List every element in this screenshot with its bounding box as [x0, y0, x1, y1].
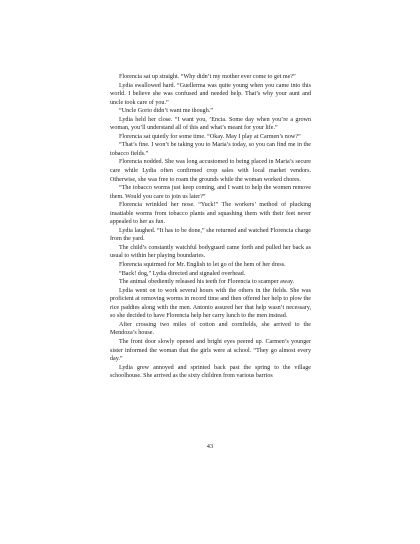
paragraph: Florencia sat up straight. “Why didn’t my mother ever come to get me?”	[119, 74, 296, 80]
paragraph: “That’s fine. I won’t be taking you to Maria’s today, so you can find me in the tobacco fields.”	[110, 142, 311, 157]
paragraph: “The tobacco worms just keep coming, and I want to help the women remove them. Would you care to join us later?”	[110, 185, 311, 200]
paragraph: Lydia grew annoyed and sprinted back past the spring to the village schoolhouse. She arrived as the sixty children from various barrios	[110, 364, 311, 380]
paragraph: Lydia held her close. “I want you, ’Encia. Some day when you’re a grown woman, you’ll understand all of this and what’s meant for your life.”	[110, 116, 311, 132]
page-number: 43	[206, 443, 214, 450]
paragraph: The child’s constantly watchful bodyguard came forth and pulled her back as usual to within her playing boundaries.	[110, 244, 311, 260]
paragraph: Florencia squirmed for Mr. English to let go of the hem of her dress.	[119, 262, 286, 269]
paragraph: Florencia wrinkled her nose. “Yuck!” The workers’ method of plucking insatiable worms from tobacco plants and squashing them with their feet never appealed to her as fun.	[110, 202, 311, 226]
body-text	[110, 73, 311, 381]
paragraph: After crossing two miles of cotton and cornfields, she arrived to the Mendoza’s house.	[110, 321, 311, 337]
paragraph: Lydia laughed. “It has to be done,” she returned and watched Florencia charge from the yard.	[110, 227, 311, 243]
paragraph: The front door slowly opened and bright eyes peered up. Carmen’s younger sister informed the woman that the girls were at school. “They go almost every day.”	[110, 338, 311, 363]
paragraph: Florencia sat quietly for some time. “Okay. May I play at Carmen’s now?”	[119, 133, 301, 140]
paragraph: “Back! dog,” Lydia directed and signaled overhead.	[119, 270, 246, 277]
paragraph: “Uncle Gorio didn’t want me though.”	[119, 108, 213, 115]
paragraph: Florencia nodded. She was long accustomed to being placed in Maria’s secure care while Lydia often confirmed crop sales with local market vendors. Otherwise, she was free to roam the grounds while the woman worked chores.	[110, 159, 311, 183]
paragraph: Lydia went on to work several hours with the others in the fields. She was proficient at removing worms in record time and then offered her help to plow the rice paddies along with the men. Antonio assured her that help wasn’t necessary, so she decided to have Florencia help her carry lunch to the men instead.	[110, 287, 311, 320]
paragraph: The animal obediently released his teeth for Florencia to scamper away.	[119, 279, 295, 286]
paragraph: Lydia swallowed hard. “Guellerma was quite young when you came into this world. I believe she was confused and needed help. That’s why your aunt and uncle took care of you.”	[110, 82, 311, 106]
